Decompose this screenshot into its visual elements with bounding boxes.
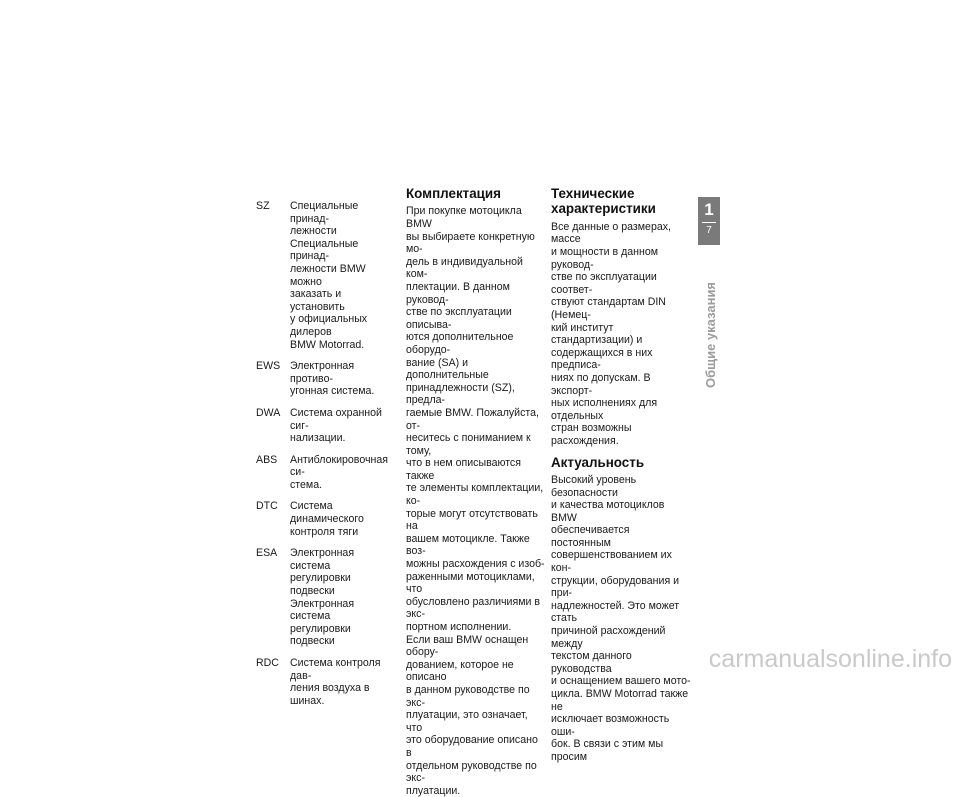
abbreviation-description [290, 200, 386, 351]
text-line: вашем мотоцикле. Также воз- [406, 532, 530, 558]
text-line: это оборудование описано в [406, 734, 538, 759]
description-line: Система охранной сиг- [290, 406, 382, 432]
text-line: и оснащением вашего мото- [551, 675, 691, 688]
text-line: можны расхождения с изоб- [406, 558, 545, 571]
abbreviation-code: RDC [256, 657, 279, 669]
abbreviation-description [290, 657, 386, 707]
abbreviation-description [290, 500, 386, 538]
text-line: в данном руководстве по экс- [406, 683, 530, 709]
text-line: вы выбираете конкретную мо- [406, 230, 535, 256]
text-line: стве по эксплуатации описыва- [406, 306, 512, 331]
chapter-title: Общие указания [703, 281, 718, 388]
abbreviation-item [256, 547, 386, 648]
text-line: ниях по допускам. В экспорт- [551, 371, 651, 397]
text-line: струкции, оборудования и при- [551, 574, 680, 600]
chapter-tab [698, 197, 720, 245]
text-line: дель в индивидуальной ком- [406, 255, 523, 281]
abbreviation-code: ESA [256, 547, 278, 560]
description-line: Электронная система [290, 547, 355, 572]
text-line: и качества мотоциклов BMW [551, 499, 665, 524]
text-line: гаемые BMW. Пожалуйста, от- [406, 406, 539, 432]
description-line: лежности [290, 225, 337, 238]
text-line: дованием, которое не описано [406, 658, 514, 684]
text-line: кий институт стандартизации) и [551, 321, 643, 347]
description-line: стема. [290, 478, 323, 491]
text-line: цикла. BMW Motorrad также не [551, 688, 689, 713]
page-number: 7 [706, 225, 712, 236]
text-line: обеспечивается постоянным [551, 524, 630, 549]
text-line: принадлежности (SZ), предла- [406, 381, 515, 407]
section-title-komplektatsiya: Комплектация [406, 186, 501, 201]
abbreviation-item [256, 407, 386, 445]
abbreviation-code: EWS [256, 360, 281, 373]
watermark: carmanualsonline.info [708, 645, 952, 673]
text-line: что в нем описываются также [406, 457, 521, 482]
section-body-komplektatsiya [406, 205, 546, 797]
chapter-number: 1 [704, 200, 714, 219]
section-title-tekhnicheskie [551, 186, 691, 217]
section-tekhnicheskie [551, 186, 691, 771]
text-line: те элементы комплектации, ко- [406, 482, 544, 508]
text-line: Высокий уровень безопасности [551, 473, 637, 499]
text-line: текстом данного руководства [551, 650, 632, 675]
abbreviation-code: DTC [256, 500, 278, 513]
text-line: стран возможны расхождения. [551, 422, 632, 447]
text-line: обусловлено различиями в экс- [406, 595, 540, 621]
text-line: и мощности в данном руковод- [551, 246, 659, 271]
abbreviation-description [290, 547, 386, 648]
description-line: Специальные принад- [290, 200, 359, 225]
text-line: портном исполнении. [406, 621, 512, 633]
abbreviation-item [256, 500, 386, 538]
abbreviation-item [256, 454, 386, 492]
abbreviation-code: ABS [256, 453, 278, 466]
title-line: Технические [551, 186, 635, 201]
text-line: исключает возможность оши- [551, 713, 670, 738]
description-line: Электронная противо- [290, 360, 355, 385]
text-line: вание (SA) и дополнительные [406, 356, 489, 382]
text-line: совершенствованием их кон- [551, 549, 672, 575]
text-line: ствуют стандартам DIN (Немец- [551, 296, 666, 321]
text-line: торые могут отсутствовать на [406, 507, 538, 533]
text-line: надлежностей. Это может стать [551, 599, 680, 625]
text-line: стве по эксплуатации соответ- [551, 271, 657, 296]
title-line: характеристики [551, 201, 656, 217]
section-body-tekhnicheskie [551, 221, 691, 448]
text-line: Если ваш BMW оснащен обору- [406, 633, 529, 659]
description-line: Специальные принад- [290, 237, 359, 263]
description-line: Система динамического [290, 500, 364, 526]
abbreviation-list [256, 200, 386, 716]
text-line: При покупке мотоцикла BMW [406, 205, 522, 230]
description-line: у официальных дилеров [290, 313, 368, 338]
text-line: Все данные о размерах, массе [551, 220, 671, 246]
section-title-aktualnost: Актуальность [551, 454, 645, 470]
text-line: причиной расхождений между [551, 625, 666, 650]
text-line: плуатации. [406, 784, 461, 797]
abbreviation-code: SZ [256, 200, 270, 212]
description-line: Система контроля дав- [290, 657, 381, 682]
description-line: ления воздуха в шинах. [290, 682, 370, 707]
text-line: плектации. В данном руковод- [406, 280, 510, 306]
text-line: раженными мотоциклами, что [406, 570, 535, 596]
description-line: контроля тяги [290, 525, 359, 538]
description-line: BMW Motorrad. [290, 338, 365, 351]
text-line: отдельном руководстве по экс- [406, 759, 537, 785]
abbreviation-description [290, 454, 386, 492]
description-line: Антиблокировочная си- [290, 453, 388, 479]
description-line: регулировки подвески [290, 572, 351, 598]
tab-divider [702, 222, 716, 223]
section-komplektatsiya [406, 186, 546, 797]
abbreviation-item [256, 657, 386, 707]
description-line: лежности BMW можно [290, 262, 366, 288]
description-line: регулировки подвески [290, 622, 351, 648]
description-line: нализации. [290, 432, 346, 445]
description-line: заказать и установить [290, 288, 345, 313]
abbreviation-description [290, 360, 386, 398]
description-line: угонная система. [290, 385, 375, 398]
text-line: содержащихся в них предписа- [551, 346, 653, 372]
abbreviation-item [256, 200, 386, 351]
abbreviation-item [256, 360, 386, 398]
text-line: неситесь с пониманием к тому, [406, 432, 531, 457]
text-line: бок. В связи с этим мы просим [551, 738, 664, 763]
abbreviation-description [290, 407, 386, 445]
text-line: ются дополнительное оборудо- [406, 331, 514, 356]
section-body-aktualnost [551, 474, 691, 764]
description-line: Электронная система [290, 597, 355, 623]
text-line: ных исполнениях для отдельных [551, 397, 658, 422]
text-line: плуатации, это означает, что [406, 709, 528, 734]
abbreviation-code: DWA [256, 406, 281, 419]
